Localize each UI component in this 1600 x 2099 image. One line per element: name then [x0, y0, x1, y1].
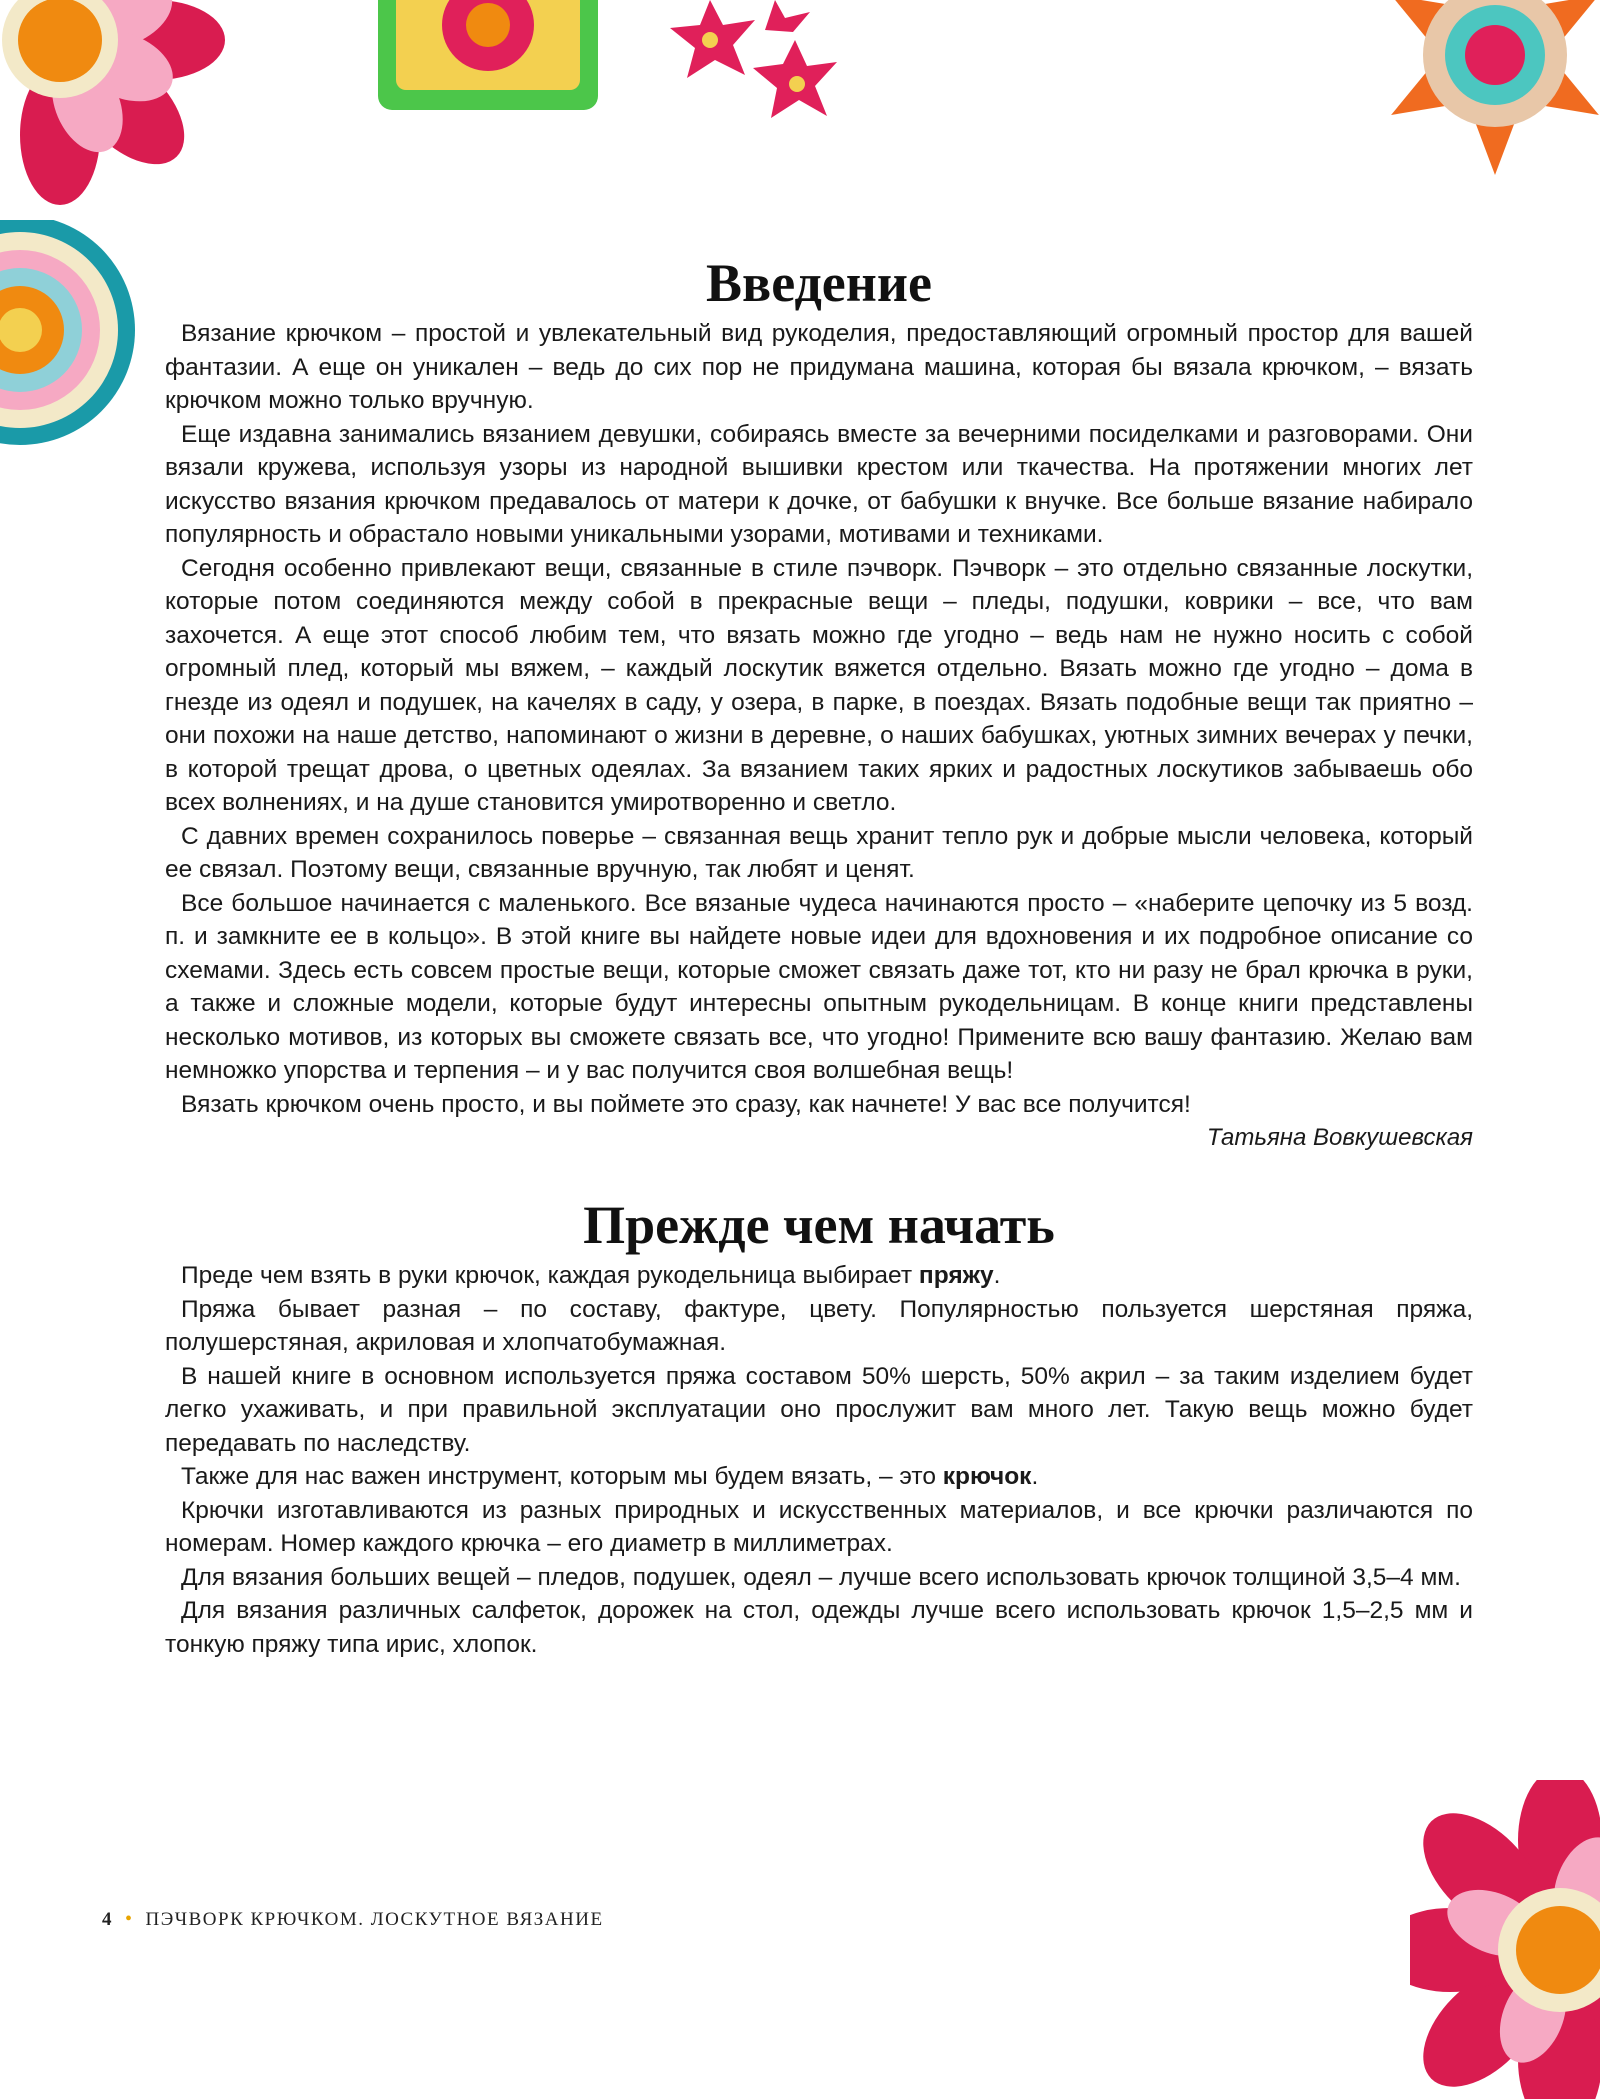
- hook-term: крючок: [942, 1463, 1032, 1490]
- crochet-pink-stars-decoration: [665, 0, 845, 170]
- before-start-section: [165, 1197, 1473, 1661]
- page-number: 4: [102, 1908, 113, 1930]
- intro-section: [165, 255, 1473, 1155]
- before-start-paragraph-7: Для вязания различных салфеток, дорожек на стол, одежды лучше всего использовать крючок 1,5–2,5 мм и тонкую пряжу типа ирис, хлопок.: [165, 1597, 1473, 1658]
- paragraph-text: Также для нас важен инструмент, которым мы будем вязать, – это: [181, 1463, 943, 1490]
- intro-paragraph-1: Вязание крючком – простой и увлекательный вид рукоделия, предоставляющий огромный простор для вашей фантазии. А еще он уникален – ведь до сих пор не придумана машина, которая бы вязала крючком, – вязать крючком можно только вручную.: [165, 320, 1473, 414]
- author-signature: Татьяна Вовкушевская: [1206, 1124, 1473, 1151]
- footer-separator: •: [125, 1908, 134, 1930]
- crochet-circle-motif-left-decoration: [0, 220, 150, 460]
- intro-paragraph-2: Еще издавна занимались вязанием девушки, собираясь вместе за вечерними посиделками и разговорами. Они вязали кружева, используя узоры из народной вышивки крестом или ткачества. На протяжении многих лет искусство вязания крючком предавалось от матери к дочке, от бабушки к внучке. Все больше вязание набирало популярность и обрастало новыми уникальными узорами, мотивами и техниками.: [165, 420, 1473, 548]
- yarn-term: пряжу: [918, 1262, 994, 1289]
- before-start-paragraph-2: Пряжа бывает разная – по составу, фактуре, цвету. Популярностью пользуется шерстяная пряжа, полушерстяная, акриловая и хлопчатобумажная.: [165, 1295, 1473, 1356]
- intro-paragraph-5: Все большое начинается с маленького. Все вязаные чудеса начинаются просто – «наберите цепочку из 5 возд. п. и замкните ее в кольцо». В этой книге вы найдете новые идеи для вдохновения и их подробное описание со схемами. Здесь есть совсем простые вещи, которые сможет связать даже тот, кто ни разу не брал крючка в руки, а также и сложные модели, которые будут интересны опытным рукодельницам. В конце книги представлены несколько мотивов, из которых вы сможете связать все, что угодно! Примените всю вашу фантазию. Желаю вам немножко упорства и терпения – и у вас получится своя волшебная вещь!: [165, 889, 1473, 1084]
- crochet-flower-bottom-right-decoration: [1410, 1780, 1600, 2099]
- crochet-flower-top-left-decoration: [0, 0, 260, 240]
- before-start-paragraph-6: Для вязания больших вещей – пледов, подушек, одеял – лучше всего использовать крючок толщиной 3,5–4 мм.: [181, 1563, 1461, 1591]
- before-start-title: Прежде чем начать: [583, 1195, 1055, 1255]
- page-footer: [102, 1908, 604, 1931]
- paragraph-end: .: [1031, 1463, 1039, 1490]
- crochet-granny-square-decoration: [372, 0, 604, 115]
- paragraph-text: Преде чем взять в руки крючок, каждая рукодельница выбирает: [181, 1262, 919, 1289]
- intro-paragraph-4: С давних времен сохранилось поверье – связанная вещь хранит тепло рук и добрые мысли человека, который ее связал. Поэтому вещи, связанные вручную, так любят и ценят.: [165, 822, 1473, 883]
- paragraph-end: .: [993, 1262, 1001, 1289]
- before-start-paragraph-3: В нашей книге в основном используется пряжа составом 50% шерсть, 50% акрил – за таким изделием будет легко ухаживать, и при правильной эксплуатации оно прослужит вам много лет. Такую вещь можно будет передавать по наследству.: [165, 1362, 1473, 1457]
- intro-title: Введение: [706, 253, 932, 313]
- crochet-flower-top-right-decoration: [1375, 0, 1600, 180]
- before-start-paragraph-5: Крючки изготавливаются из разных природных и искусственных материалов, и все крючки различаются по номерам. Номер каждого крючка – его диаметр в миллиметрах.: [165, 1496, 1473, 1557]
- book-title: ПЭЧВОРК КРЮЧКОМ. ЛОСКУТНОЕ ВЯЗАНИЕ: [145, 1908, 604, 1930]
- before-start-paragraph-1: [165, 1259, 1473, 1293]
- intro-paragraph-3: Сегодня особенно привлекают вещи, связанные в стиле пэчворк. Пэчворк – это отдельно связанные лоскутки, которые потом соединяются между собой в прекрасные вещи – пледы, подушки, коврики – все, что вам захочется. А еще этот способ любим тем, что вязать можно где угодно – ведь нам не нужно носить с собой огромный плед, который мы вяжем, – каждый лоскутик вяжется отдельно. Вязать можно где угодно – дома в гнезде из одеял и подушек, на качелях в саду, у озера, в парке, в поездах. Вязать подобные вещи так приятно – они похожи на наше детство, напоминают о жизни в деревне, о наших бабушках, уютных зимних вечерах у печки, в которой трещат дрова, о цветных одеялах. За вязанием таких ярких и радостных лоскутиков забываешь обо всех волнениях, и на душе становится умиротворенно и светло.: [165, 554, 1473, 816]
- page-content: [165, 255, 1473, 1661]
- intro-paragraph-6: Вязать крючком очень просто, и вы поймете это сразу, как начнете! У вас все получится!: [181, 1090, 1191, 1118]
- before-start-paragraph-4: [165, 1460, 1473, 1494]
